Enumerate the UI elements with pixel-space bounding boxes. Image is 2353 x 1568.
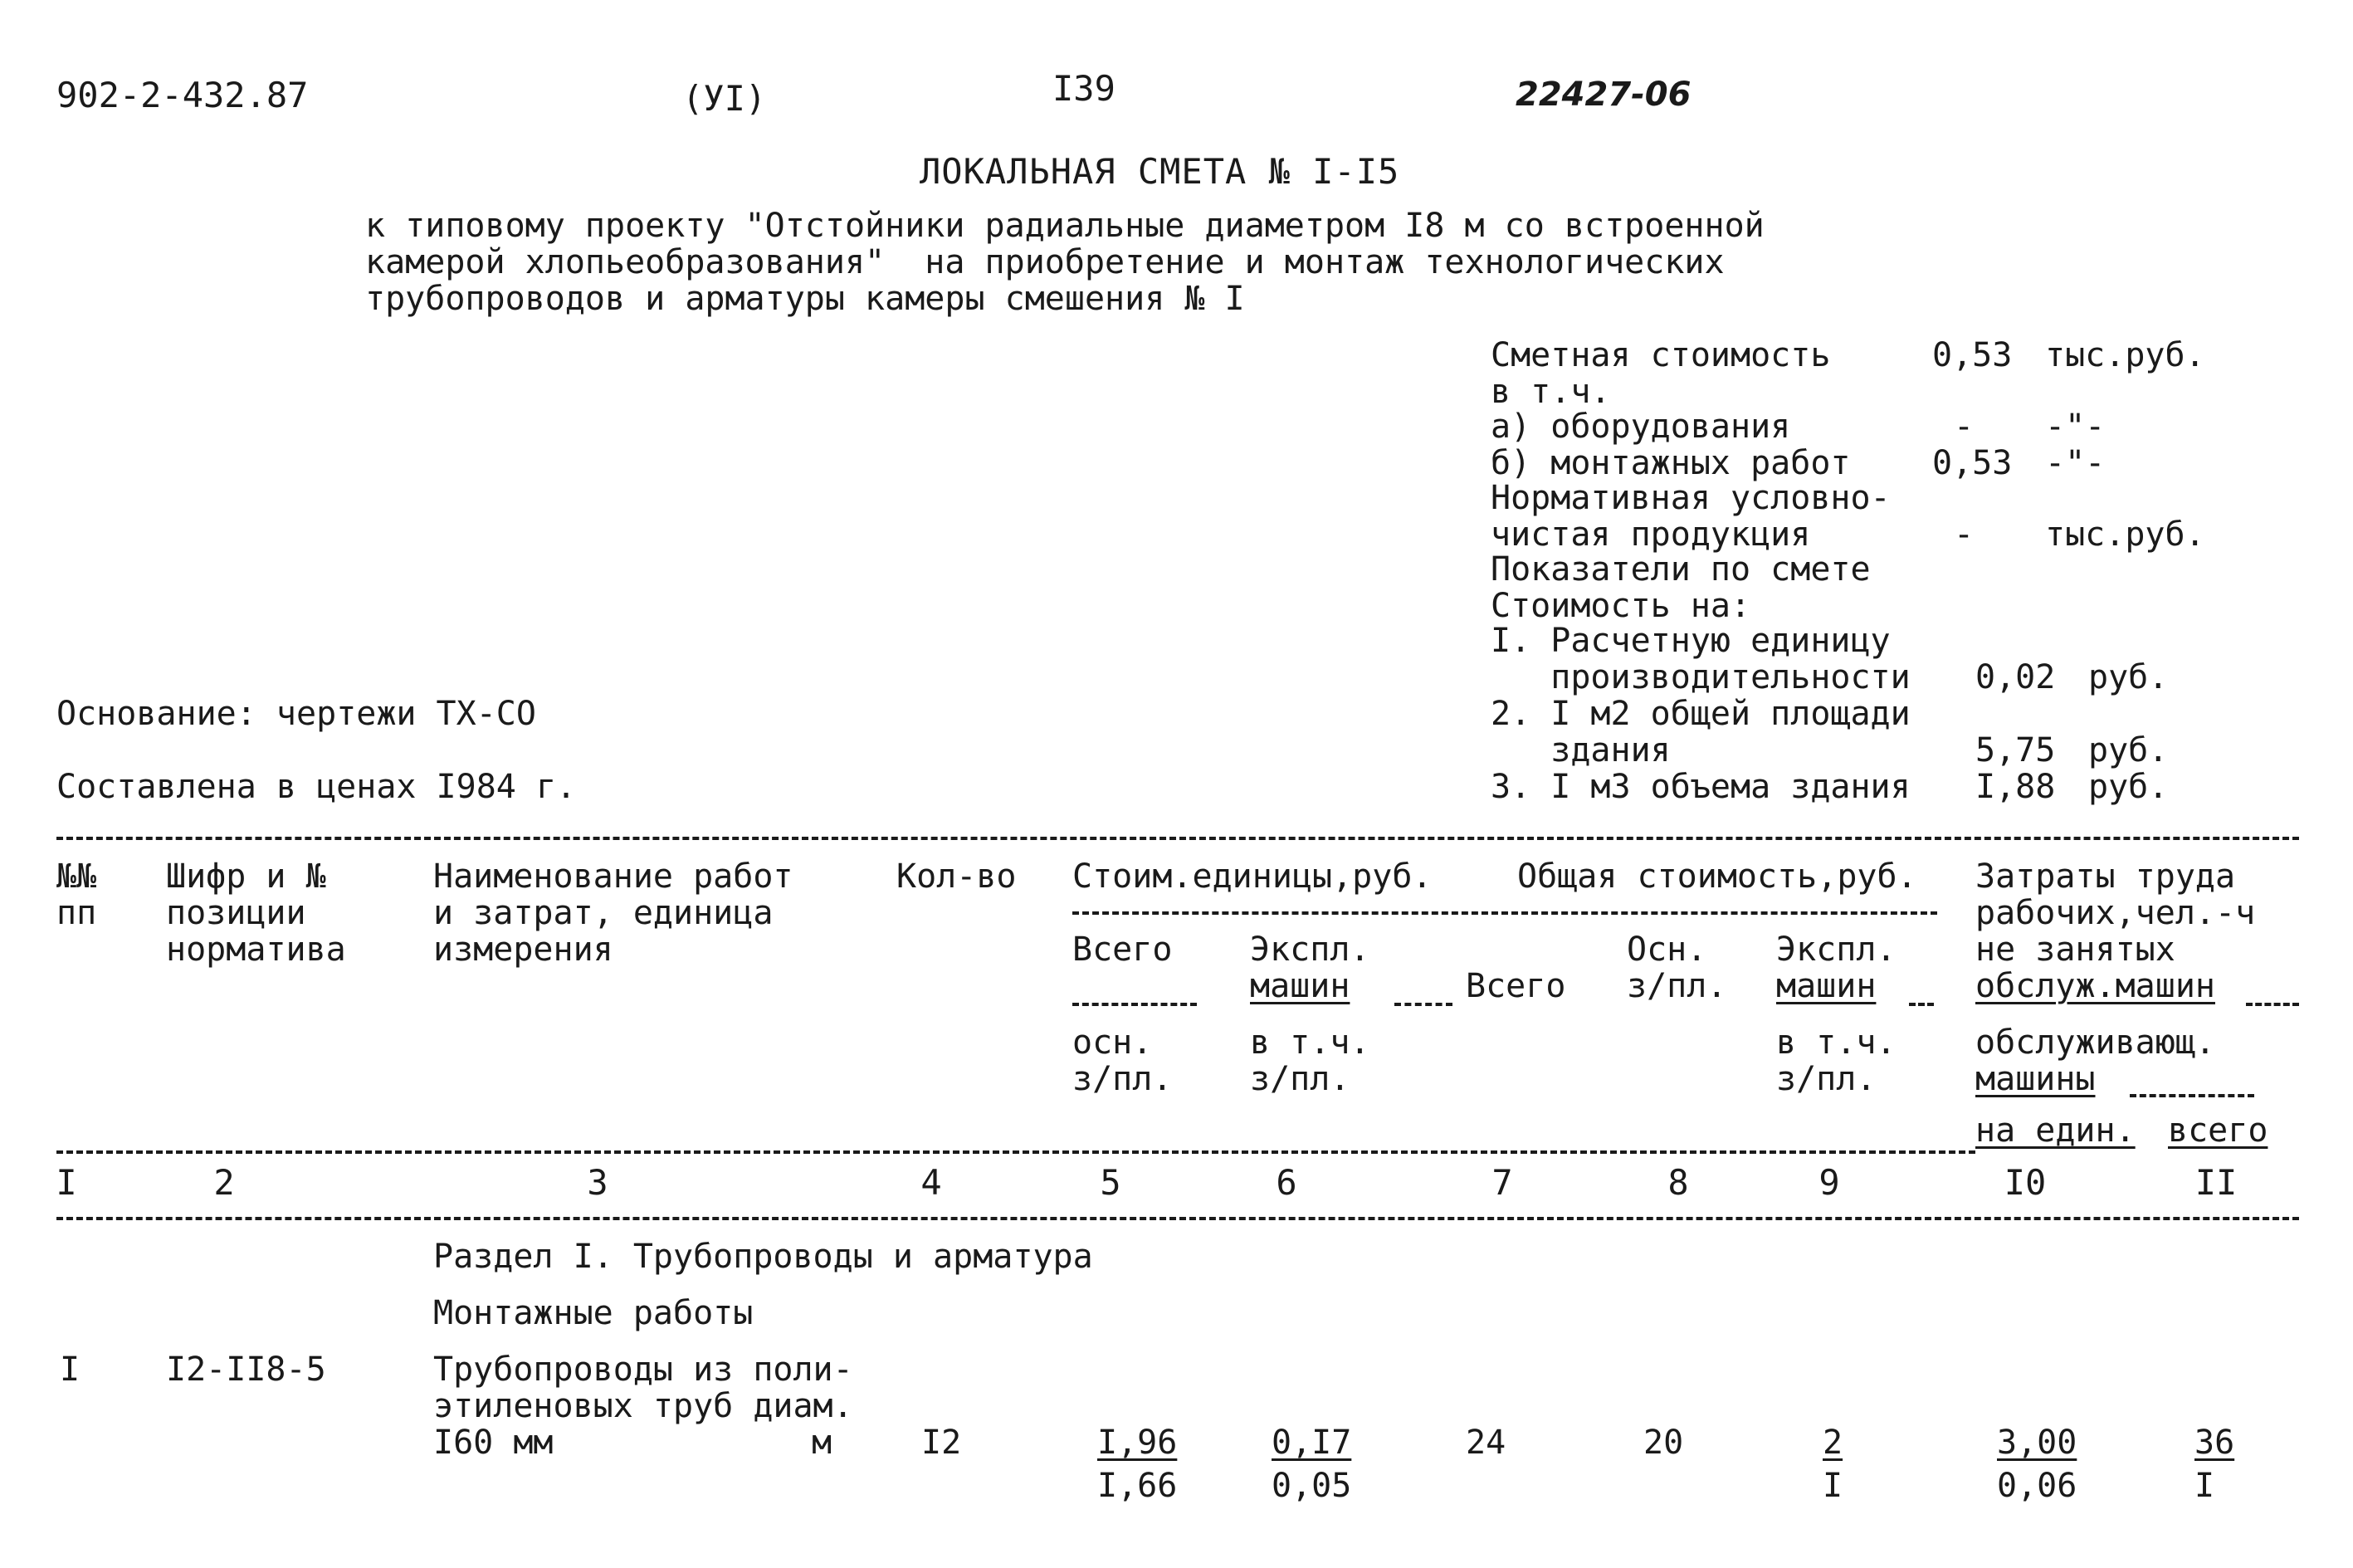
subtitle-line: трубопроводов и арматуры камеры смешения № I — [365, 280, 1245, 318]
summary-unit: руб. — [2088, 658, 2169, 696]
header-num: №№ — [56, 857, 97, 896]
header-total-wage: Осн. — [1627, 931, 1707, 969]
row-name: I60 мм — [433, 1424, 554, 1462]
summary-label: б) монтажных работ — [1491, 444, 1851, 482]
header-unit-cost: Стоим.единицы,руб. — [1072, 857, 1433, 896]
summary-value: - — [1954, 408, 1975, 446]
row-unit-machine-wage: 0,05 — [1272, 1467, 1352, 1505]
inventory-number: 22427-06 — [1516, 76, 1692, 114]
header-total-wage: з/пл. — [1627, 967, 1727, 1005]
row-total-wage: 20 — [1643, 1424, 1684, 1462]
column-number: II — [2194, 1162, 2238, 1203]
project-code: 902-2-432.87 — [56, 75, 309, 115]
summary-label: Нормативная условно- — [1491, 479, 1891, 517]
subtitle-line: к типовому проекту "Отстойники радиальные диаметром I8 м со встроенной — [365, 207, 1765, 245]
row-unit: м — [812, 1424, 832, 1462]
header-unit-machine-wage: в т.ч. — [1250, 1023, 1370, 1062]
row-name: этиленовых труб диам. — [433, 1387, 853, 1425]
summary-value: 5,75 — [1975, 731, 2056, 769]
summary-label: Сметная стоимость — [1491, 336, 1831, 374]
header-labor-serving: машины — [1975, 1060, 2096, 1098]
summary-unit: руб. — [2088, 768, 2169, 806]
header-code: позиции — [166, 894, 306, 932]
summary-label: здания — [1491, 731, 1671, 769]
row-total-all: 24 — [1466, 1424, 1506, 1462]
header-labor-per-unit: на един. — [1975, 1111, 2136, 1150]
summary-label: Стоимость на: — [1491, 587, 1751, 625]
header-labor: не занятых — [1975, 931, 2175, 969]
header-unit-divider — [1394, 1003, 1452, 1006]
column-number: 6 — [1276, 1162, 1297, 1203]
header-labor: обслуж.машин — [1975, 967, 2215, 1005]
column-number: 7 — [1491, 1162, 1513, 1203]
header-labor-divider — [2130, 1094, 2254, 1097]
row-name: Трубопроводы из поли- — [433, 1351, 853, 1389]
header-unit-machine: машин — [1250, 967, 1350, 1005]
column-number: 9 — [1818, 1162, 1840, 1203]
header-total-machine-wage: в т.ч. — [1776, 1023, 1897, 1062]
column-number: 8 — [1667, 1162, 1689, 1203]
header-unit-machine-wage: з/пл. — [1250, 1060, 1350, 1098]
column-number: 3 — [587, 1162, 608, 1203]
section-title: Раздел I. Трубопроводы и арматура — [433, 1238, 1093, 1276]
summary-value: 0,02 — [1975, 658, 2056, 696]
summary-label: 2. I м2 общей площади — [1491, 695, 1911, 733]
header-labor-total: всего — [2168, 1111, 2268, 1150]
summary-unit: -"- — [2045, 444, 2106, 482]
header-num: пп — [56, 894, 97, 932]
row-quantity: I2 — [921, 1424, 962, 1462]
price-level-note: Составлена в ценах I984 г. — [56, 768, 577, 806]
header-unit-wage: з/пл. — [1072, 1060, 1173, 1098]
header-total-divider — [1909, 1003, 1934, 1006]
document-title: ЛОКАЛЬНАЯ СМЕТА № I-I5 — [920, 151, 1400, 192]
summary-unit: руб. — [2088, 731, 2169, 769]
column-number: I — [56, 1162, 77, 1203]
subtitle-line: камерой хлопьеобразования" на приобретение и монтаж технологических — [365, 243, 1725, 281]
header-total-machine-wage: з/пл. — [1776, 1060, 1877, 1098]
header-labor-divider — [2246, 1003, 2299, 1006]
row-labor-total: 36 — [2194, 1424, 2235, 1462]
header-code: норматива — [166, 931, 346, 969]
header-labor: рабочих,чел.-ч — [1975, 894, 2256, 932]
column-number: I0 — [2004, 1162, 2047, 1203]
summary-unit: тыс.руб. — [2045, 515, 2205, 554]
volume-number: (УI) — [682, 78, 767, 119]
row-labor-per-unit: 3,00 — [1997, 1424, 2077, 1462]
column-numbers-border — [56, 1217, 2299, 1220]
header-unit-divider — [1072, 1003, 1197, 1006]
summary-unit: тыс.руб. — [2045, 336, 2205, 374]
table-top-border — [56, 837, 2299, 840]
summary-unit: -"- — [2045, 408, 2106, 446]
summary-label: Показатели по смете — [1491, 550, 1871, 589]
subsection-title: Монтажные работы — [433, 1294, 754, 1332]
header-labor: Затраты труда — [1975, 857, 2236, 896]
header-labor-serving: обслуживающ. — [1975, 1023, 2215, 1062]
summary-label: чистая продукция — [1491, 515, 1811, 554]
header-unit-machine: Экспл. — [1250, 931, 1370, 969]
header-bottom-border — [56, 1150, 1975, 1154]
summary-label: производительности — [1491, 658, 1911, 696]
header-unit-total: Всего — [1072, 931, 1173, 969]
header-total-machine: Экспл. — [1776, 931, 1897, 969]
summary-value: 0,53 — [1932, 336, 2013, 374]
row-num: I — [60, 1351, 81, 1389]
summary-value: 0,53 — [1932, 444, 2013, 482]
row-total-machine-wage: I — [1823, 1467, 1843, 1505]
header-unit-wage: осн. — [1072, 1023, 1153, 1062]
header-cost-divider — [1072, 911, 1937, 915]
row-labor-total-serving: I — [2194, 1467, 2215, 1505]
header-name: Наименование работ — [433, 857, 793, 896]
column-number: 2 — [213, 1162, 235, 1203]
summary-value: I,88 — [1975, 768, 2056, 806]
row-unit-wage: I,66 — [1097, 1467, 1178, 1505]
summary-label: в т.ч. — [1491, 373, 1611, 411]
header-quantity: Кол-во — [896, 857, 1017, 896]
header-total-machine: машин — [1776, 967, 1877, 1005]
header-total-cost: Общая стоимость,руб. — [1517, 857, 1917, 896]
header-total-all: Всего — [1466, 967, 1566, 1005]
column-number: 5 — [1100, 1162, 1121, 1203]
header-name: и затрат, единица — [433, 894, 774, 932]
column-number: 4 — [920, 1162, 942, 1203]
header-code: Шифр и № — [166, 857, 326, 896]
basis-note: Основание: чертежи ТХ-СО — [56, 695, 536, 733]
row-unit-machine: 0,I7 — [1272, 1424, 1352, 1462]
row-labor-per-unit-serving: 0,06 — [1997, 1467, 2077, 1505]
page-number: I39 — [1052, 68, 1115, 109]
summary-label: 3. I м3 объема здания — [1491, 768, 1911, 806]
row-unit-total: I,96 — [1097, 1424, 1178, 1462]
header-name: измерения — [433, 931, 613, 969]
summary-label: а) оборудования — [1491, 408, 1791, 446]
summary-value: - — [1954, 515, 1975, 554]
summary-label: I. Расчетную единицу — [1491, 622, 1891, 660]
row-code: I2-II8-5 — [166, 1351, 326, 1389]
row-total-machine: 2 — [1823, 1424, 1843, 1462]
